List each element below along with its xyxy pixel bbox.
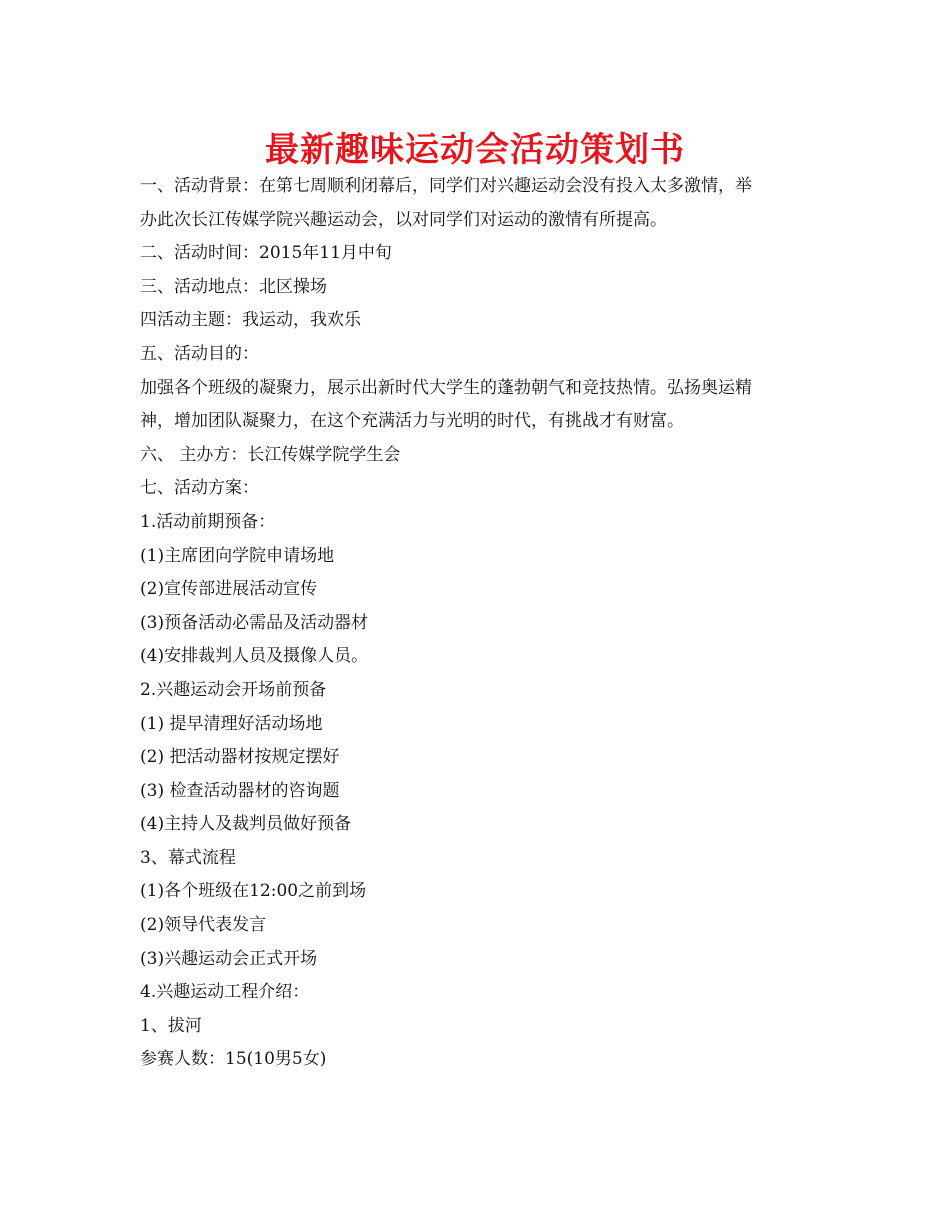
body-line-opening-prep-1: (1) 提早清理好活动场地 [140,713,323,734]
body-line-ceremony-1: (1)各个班级在12:00之前到场 [140,881,367,902]
document-body [140,170,820,1077]
body-line-ceremony-3: (3)兴趣运动会正式开场 [140,948,318,969]
body-line-location: 三、活动地点：北区操场 [140,276,327,297]
body-line-opening-prep-4: (4)主持人及裁判员做好预备 [140,814,352,835]
body-line-plan-heading: 七、活动方案： [140,478,259,499]
document-title: 最新趣味运动会活动策划书 [265,130,685,170]
body-line-opening-prep-heading: 2.兴趣运动会开场前预备 [140,679,327,700]
body-line-prep-2: (2)宣传部进展活动宣传 [140,579,318,600]
body-line-purpose-heading: 五、活动目的： [140,343,259,364]
body-line-theme: 四活动主题：我运动，我欢乐 [140,310,361,331]
body-line-purpose-2: 神，增加团队凝聚力，在这个充满活力与光明的时代，有挑战才有财富。 [140,411,684,432]
body-line-events-heading: 4.兴趣运动工程介绍： [140,982,310,1003]
body-line-ceremony-heading: 3、幕式流程 [140,847,236,868]
body-line-prep-4: (4)安排裁判人员及摄像人员。 [140,646,369,667]
body-line-prep-heading: 1.活动前期预备： [140,511,276,532]
body-line-ceremony-2: (2)领导代表发言 [140,915,267,936]
body-line-purpose-1: 加强各个班级的凝聚力，展示出新时代大学生的蓬勃朝气和竞技热情。弘扬奥运精 [140,377,752,398]
body-line-organizer: 六、 主办方：长江传媒学院学生会 [140,444,401,465]
body-line-background-1: 一、活动背景：在第七周顺利闭幕后，同学们对兴趣运动会没有投入太多激情，举 [140,176,752,196]
body-line-event-tug-of-war: 1、拔河 [140,1015,202,1036]
body-line-background-2: 办此次长江传媒学院兴趣运动会，以对同学们对运动的激情有所提高。 [140,209,667,230]
body-line-opening-prep-3: (3) 检查活动器材的咨询题 [140,780,340,801]
body-line-opening-prep-2: (2) 把活动器材按规定摆好 [140,747,340,768]
body-line-prep-3: (3)预备活动必需品及活动器材 [140,612,369,633]
body-line-participants: 参赛人数：15(10男5女) [140,1049,327,1070]
body-line-prep-1: (1)主席团向学院申请场地 [140,545,335,566]
body-line-time: 二、活动时间：2015年11月中旬 [140,243,392,264]
